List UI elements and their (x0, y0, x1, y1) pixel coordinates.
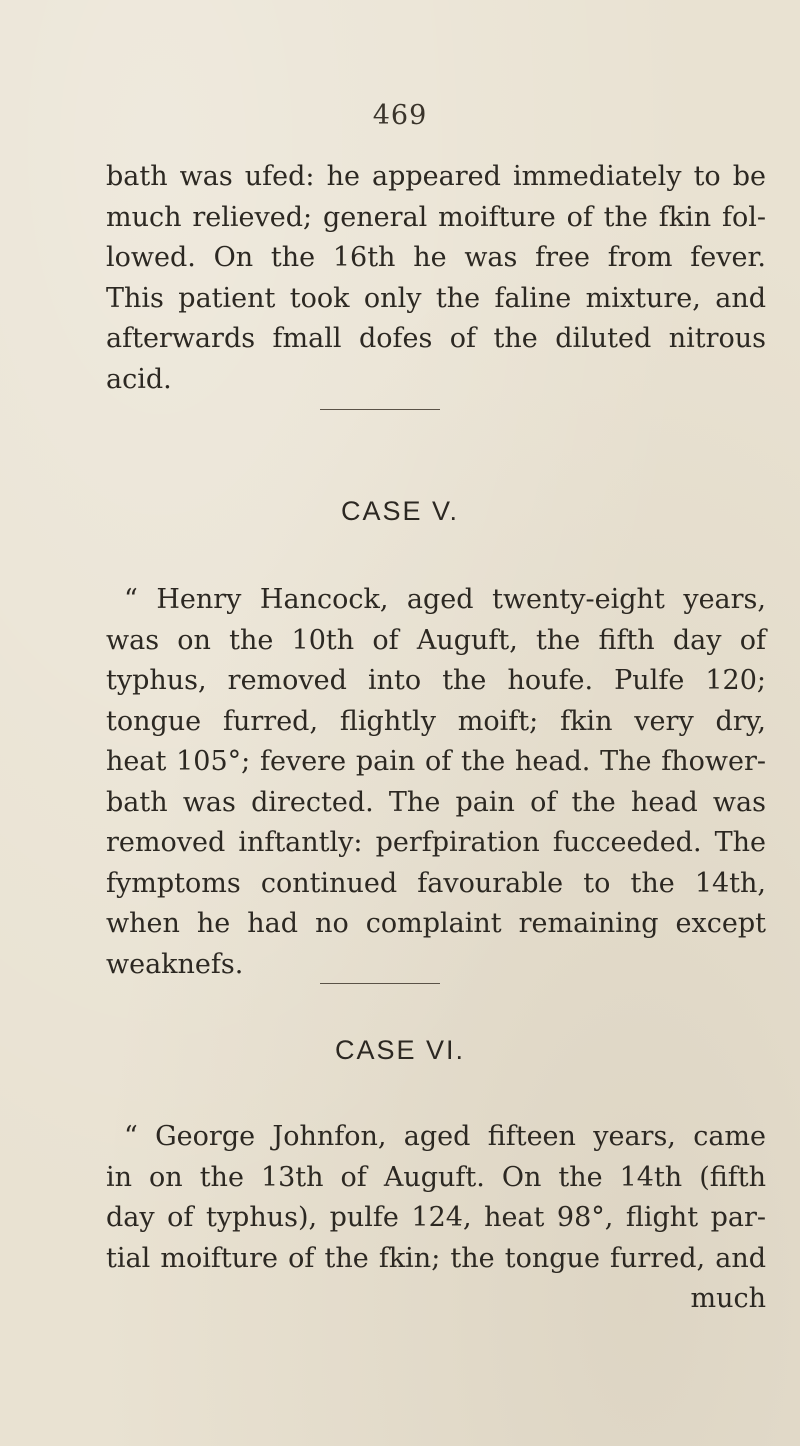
section-divider (320, 983, 440, 984)
paragraph-line: in on the 13th of Auguft. On the 14th (fifth (106, 1161, 766, 1193)
paragraph-line: day of typhus), pulfe 124, heat 98°, flight par- (106, 1202, 766, 1233)
paragraph-line: typhus, removed into the houfe. Pulfe 120; (106, 665, 766, 696)
paragraph-line: tial moifture of the fkin; the tongue furred, and (106, 1242, 766, 1274)
paragraph-line: fymptoms continued favourable to the 14th, (106, 867, 766, 899)
section-divider (320, 409, 440, 410)
paragraph-line: afterwards fmall dofes of the diluted nitrous (106, 323, 766, 354)
paragraph-line: was on the 10th of Auguft, the fifth day of (106, 624, 766, 656)
paragraph-line: heat 105°; fevere pain of the head. The fhower- (106, 746, 766, 777)
paragraph-line: “ George Johnfon, aged fifteen years, came (124, 1121, 766, 1152)
paragraph-line: acid. (106, 363, 172, 395)
paragraph-line: when he had no complaint remaining except (106, 908, 766, 939)
catchword: much (690, 1283, 766, 1314)
case-six-heading: CASE VI. (334, 1035, 466, 1065)
paragraph-line: weaknefs. (106, 948, 244, 980)
opening-paragraph (106, 157, 766, 400)
paragraph-line: tongue furred, flightly moift; fkin very dry, (106, 705, 766, 737)
paragraph-line: This patient took only the faline mixture, and (106, 282, 766, 314)
paragraph-line: removed inftantly: perfpiration fucceeded. The (106, 827, 766, 858)
paragraph-line: lowed. On the 16th he was free from fever. (106, 242, 766, 273)
paragraph-line: bath was ufed: he appeared immediately to be (106, 161, 766, 192)
case-five-paragraph (106, 580, 766, 985)
paragraph-line: much relieved; general moifture of the fkin fol- (106, 201, 766, 233)
case-five-heading: CASE V. (340, 496, 460, 526)
case-six-paragraph (106, 1117, 766, 1320)
page-number: 469 (372, 100, 428, 131)
paragraph-line: bath was directed. The pain of the head was (106, 786, 766, 818)
paragraph-line: “ Henry Hancock, aged twenty-eight years, (124, 584, 766, 615)
